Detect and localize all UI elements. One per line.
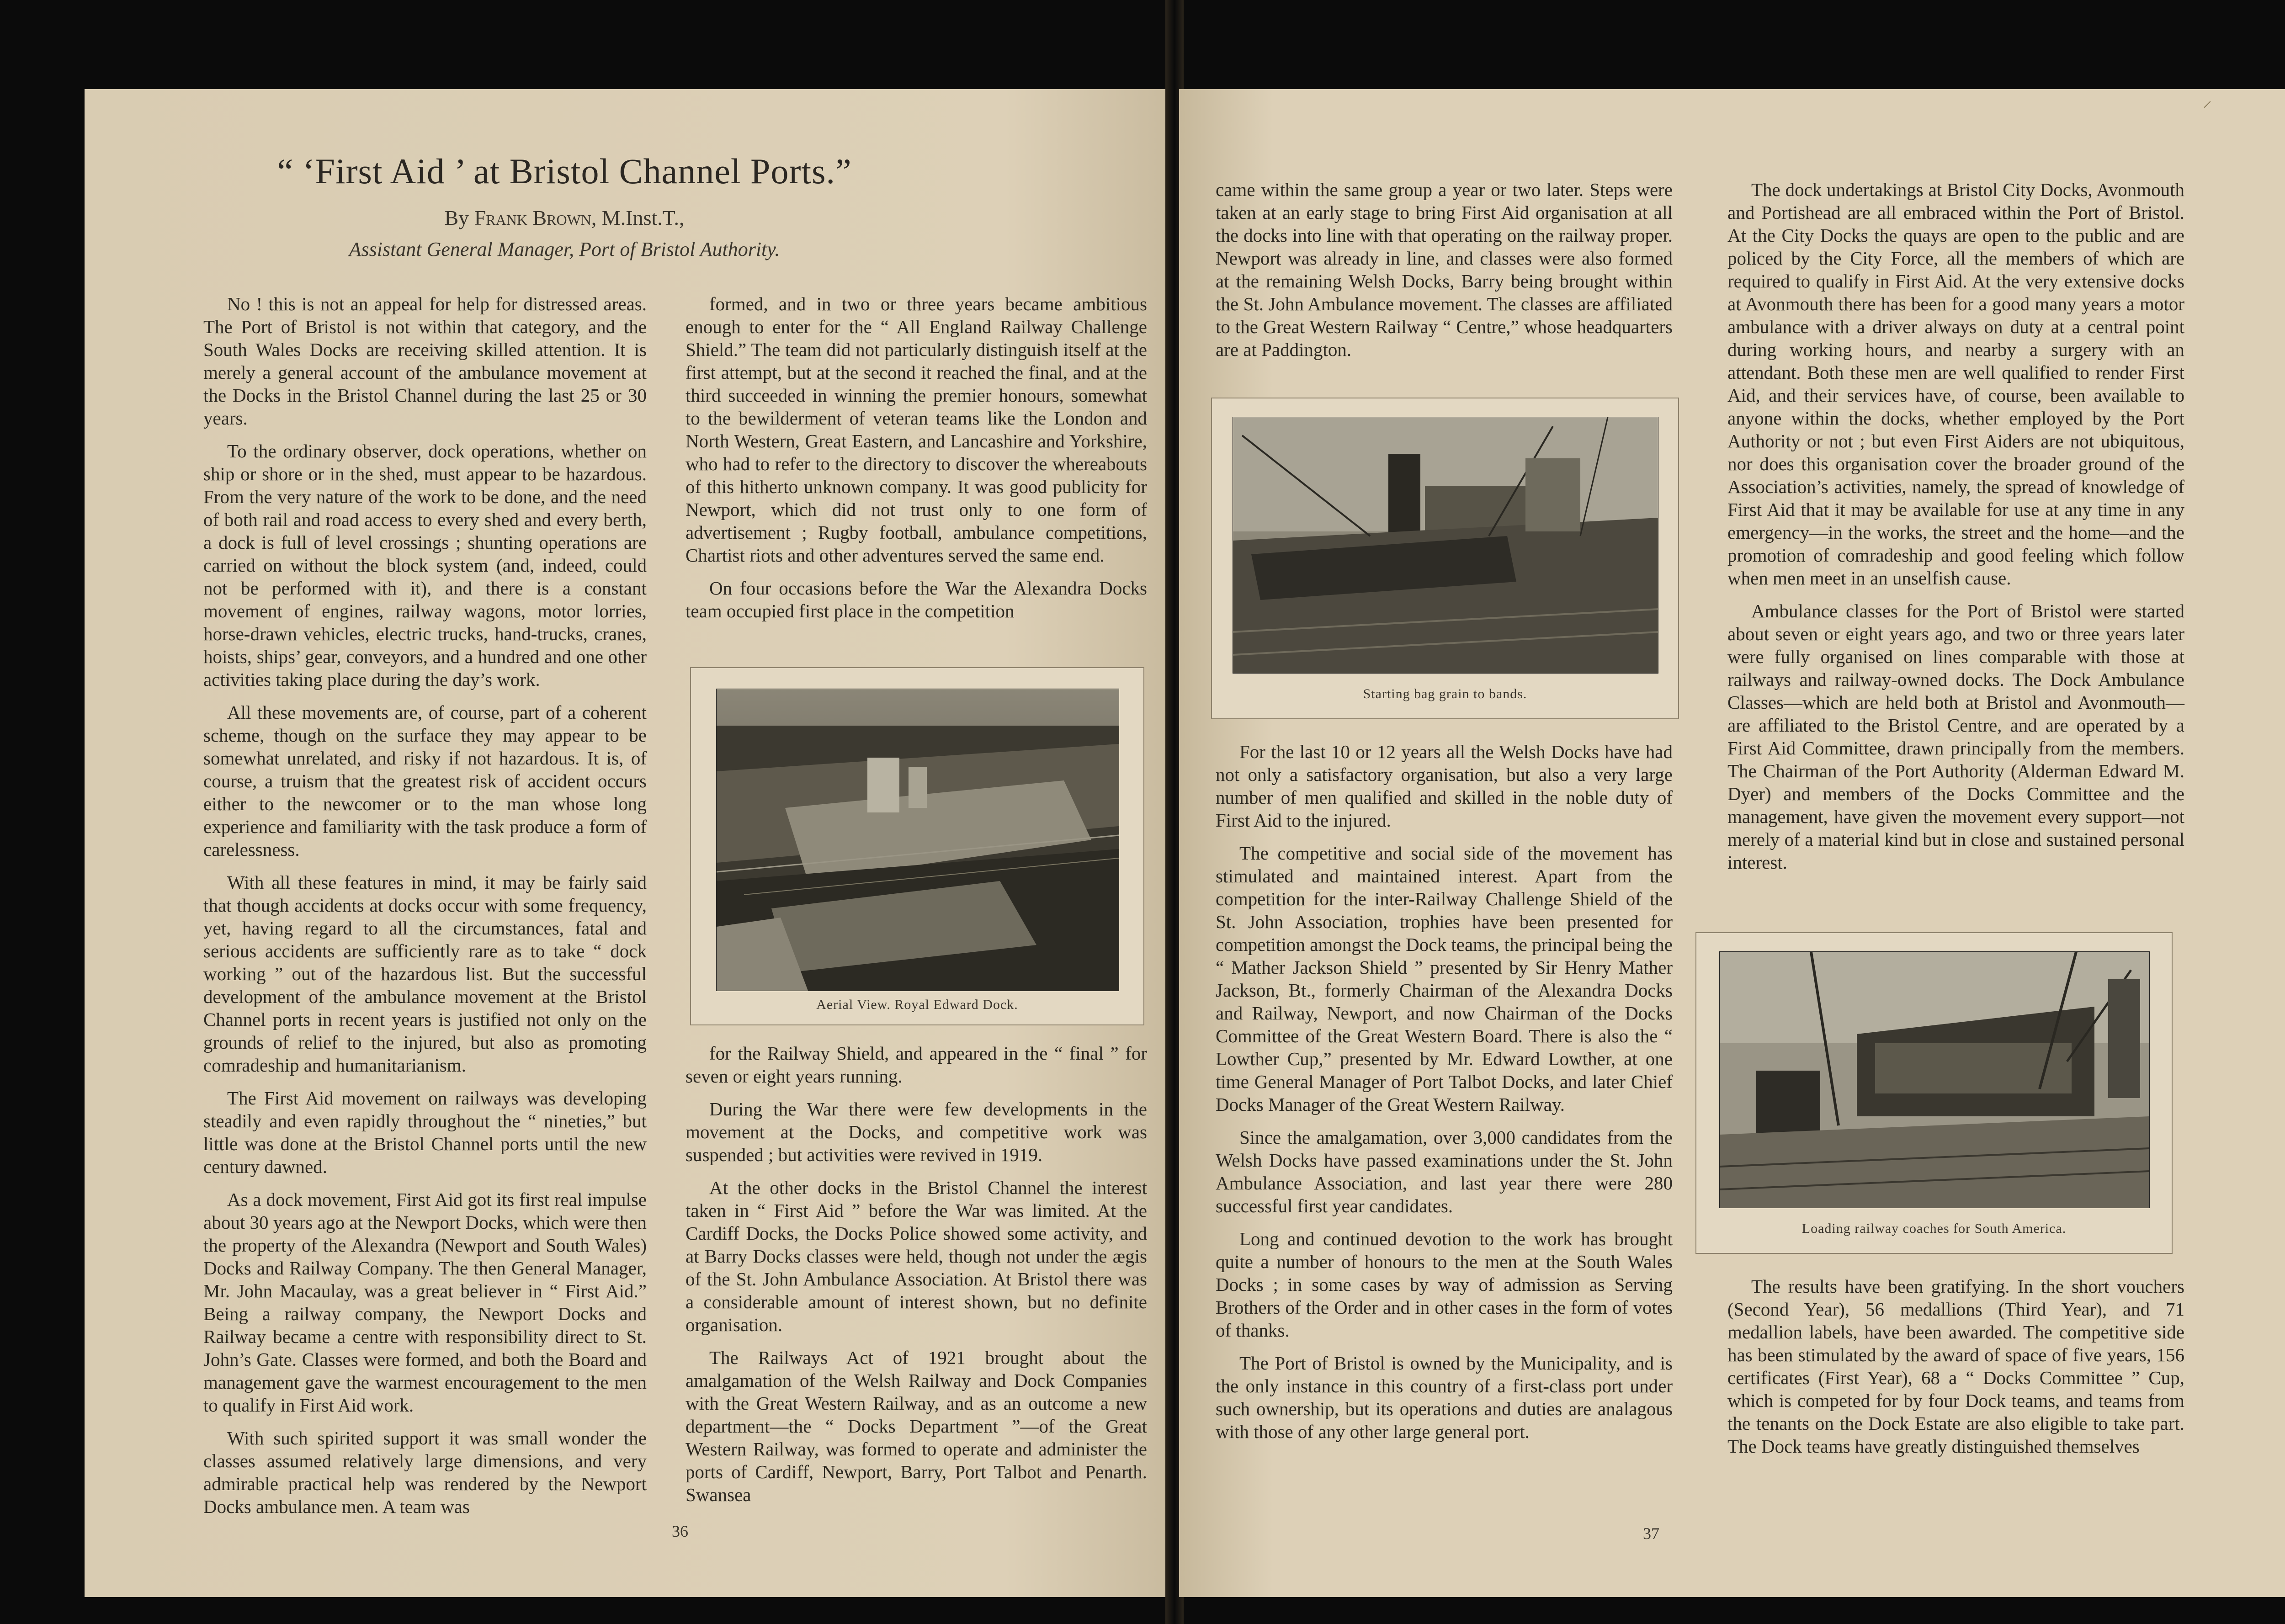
grain-photo	[1233, 417, 1658, 674]
paragraph: As a dock movement, First Aid got its first real impulse about 30 years ago at the Newport Docks, which were then the property of the Alexandra (Newport and South Wales) Docks and Railway Company. The then General Manager, Mr. John Macaulay, was a great believer in “ First Aid.” Being a railway company, the Newport Docks and Railway became a centre with responsibility direct to St. John’s Gate. Classes were formed, and both the Board and management gave the warmest encouragement to the men to qualify in First Aid work.	[203, 1189, 647, 1416]
aerial-dock-image	[717, 689, 1119, 991]
paragraph: The Port of Bristol is owned by the Municipality, and is the only instance in this country of a first-class port under such ownership, but its operations and duties are analagous with those of any other large general port.	[1216, 1353, 1673, 1442]
loading-coaches-image	[1720, 952, 2149, 1208]
author-role: Assistant General Manager, Port of Bristol Authority.	[349, 238, 780, 260]
paragraph: Long and continued devotion to the work has brought quite a number of honours to the men at the South Wales Docks ; in some cases by way of admission as Serving Brothers of the Order and in other cases in the form of votes of thanks.	[1216, 1228, 1673, 1341]
paragraph: With all these features in mind, it may be fairly said that though accidents at docks occur with some frequency, yet, having regard to all the circumstances, fatal and serious accidents are sufficiently rare as to take “ dock working ” out of the hazardous list. But the successful development of the ambulance movement at the Bristol Channel ports in recent years is justified not only on the grounds of relief to the injured, but also as promoting comradeship and humanitarianism.	[203, 872, 647, 1076]
left-column-2-bottom	[686, 1042, 1147, 1516]
article-byline	[119, 206, 1010, 230]
quayside-ship-image	[1233, 417, 1658, 673]
paragraph: The First Aid movement on railways was developing steadily and even rapidly throughout the “ nineties,” but little was done at the Bristol Channel ports until the new century dawned.	[203, 1088, 647, 1177]
right-column-2-bottom	[1727, 1275, 2184, 1468]
paragraph: formed, and in two or three years became ambitious enough to enter for the “ All England Railway Challenge Shield.” The team did not particularly distinguish itself at the first attempt, but at the second it reached the final, and at the third succeeded in winning the premier honours, somewhat to the bewilderment of veteran teams like the London and North Western, Great Eastern, and Lancashire and Yorkshire, who had to refer to the directory to discover the whereabouts of this hitherto unknown company. It was good publicity for Newport, which did not trust only to one form of advertisement ; Rugby football, ambulance competitions, Chartist riots and other adventures served the same end.	[686, 293, 1147, 566]
page-number-left: 36	[672, 1522, 688, 1540]
paragraph: Since the amalgamation, over 3,000 candidates from the Welsh Docks have passed examinations under the St. John Ambulance Association, and last year there were 280 successful first year candidates.	[1216, 1127, 1673, 1216]
left-column-2-top	[686, 292, 1147, 632]
corner-mark: ⸝	[2203, 90, 2212, 111]
byline-prefix: By	[444, 206, 469, 229]
paragraph: For the last 10 or 12 years all the Welsh Docks have had not only a satisfactory organisation, but also a very large number of men qualified and skilled in the noble duty of First Aid to the injured.	[1216, 741, 1673, 831]
paragraph: During the War there were few developments in the movement at the Docks, and competitive work was suspended ; but activities were revived in 1919.	[686, 1099, 1147, 1165]
paragraph: Ambulance classes for the Port of Bristol were started about seven or eight years ago, and two or three years later were fully organised on lines comparable with those at railways and railway-owned docks. The Dock Ambulance Classes—which are held both at Bristol and Avonmouth—are affiliated to the Bristol Centre, and are operated by a First Aid Committee, drawn principally from the members. The Chairman of the Port Authority (Alderman Edward M. Dyer) and members of the Docks Committee and the management, have given the movement every support—not merely of a material kind but in close and sustained personal interest.	[1727, 600, 2184, 873]
railway-coaches-caption: Loading railway coaches for South America.	[1801, 1221, 2067, 1236]
article-title: “ ‘First Aid ’ at Bristol Channel Ports.”	[277, 151, 852, 191]
paragraph: To the ordinary observer, dock operations, whether on ship or shore or in the shed, must appear to be hazardous. From the very nature of the work to be done, and the need of both rail and road access to every shed and every berth, a dock is full of level crossings ; shunting operations are carried on without the block system (and, indeed, could not be performed with it), and there is a constant movement of engines, railway wagons, motor lorries, horse-drawn vehicles, electric trucks, hand-trucks, cranes, hoists, ships’ gear, conveyors, and a hundred and one other activities taking place during the day’s work.	[203, 440, 647, 690]
aerial-view-photo	[716, 689, 1119, 991]
paragraph: At the other docks in the Bristol Channel the interest taken in “ First Aid ” before the War was limited. At the Cardiff Docks, the Docks Police showed some activity, and at Barry Docks classes were held, though not under the ægis of the St. John Ambulance Association. At Bristol there was a considerable amount of interest shown, but no definite organisation.	[686, 1177, 1147, 1335]
page-number-right: 37	[1643, 1524, 1659, 1543]
grain-figure	[1211, 398, 1679, 719]
paragraph: All these movements are, of course, part of a coherent scheme, though on the surface they may appear to be somewhat unrelated, and risky if not hazardous. It is, of course, a truism that the greatest risk of accident occurs either to the newcomer or to the man whose long experience and familiarity with the task produce a form of carelessness.	[203, 702, 647, 860]
paragraph: The dock undertakings at Bristol City Docks, Avonmouth and Portishead are all embraced within the Port of Bristol. At the City Docks the quays are open to the public and are policed by the City Force, all the members of which are required to qualify in First Aid. At the very extensive docks at Avonmouth there has been for a good many years a motor ambulance with a driver always on duty at a central point during working hours, and nearby a surgery with an attendant. Both these men are well qualified to render First Aid, and their services have, of course, been available to anyone within the docks, whether employed by the Port Authority or not ; but even First Aiders are not ubiquitous, nor does this organisation cover the broader ground of the Association’s activities, namely, the spread of knowledge of First Aid that it may be available for use at any time in any emergency—in the works, the street and the home—and the promotion of comradeship and good feeling which follow when men meet in an unselfish cause.	[1727, 179, 2184, 589]
right-column-1-bottom	[1216, 740, 1673, 1453]
right-column-1-top	[1216, 178, 1673, 371]
author-suffix: , M.Inst.T.,	[591, 206, 685, 229]
author-name: Frank Brown	[474, 206, 591, 229]
aerial-view-figure	[690, 667, 1144, 1025]
railway-coaches-figure	[1695, 932, 2173, 1254]
paragraph: The competitive and social side of the movement has stimulated and maintained interest. Apart from the competition for the inter-Railway Challenge Shield of the St. John Association, trophies have been presented for competition amongst the Dock teams, the principal being the “ Mather Jackson Shield ” presented by Sir Henry Mather Jackson, Bt., formerly Chairman of the Alexandra Docks and Railway, Newport, and now Chairman of the Docks Committee of the Great Western Board. There is also the “ Lowther Cup,” presented by Mr. Edward Lowther, at one time General Manager of Port Talbot Docks, and later Chief Docks Manager of the Great Western Railway.	[1216, 843, 1673, 1115]
paragraph: No ! this is not an appeal for help for distressed areas. The Port of Bristol is not within that category, and the South Wales Docks are receiving skilled attention. It is merely a general account of the ambulance movement at the Docks in the Bristol Channel during the last 25 or 30 years.	[203, 293, 647, 429]
paragraph: The results have been gratifying. In the short vouchers (Second Year), 56 medallions (Third Year), and 71 medallion labels, have been awarded. The competitive side has been stimulated by the award of space of five years, 156 certificates (First Year), 68 a “ Docks Committee ” Cup, which is competed for by four Dock teams, and teams from the tenants on the Dock Estate are also eligible to take part. The Dock teams have greatly distinguished themselves	[1727, 1276, 2184, 1457]
left-column-1	[203, 292, 647, 1528]
paragraph: On four occasions before the War the Alexandra Docks team occupied first place in the competition	[686, 578, 1147, 621]
paragraph: The Railways Act of 1921 brought about the amalgamation of the Welsh Railway and Dock Companies with the Great Western Railway, and as an outcome a new department—the “ Docks Department ”—of the Great Western Railway, was formed to operate and administer the ports of Cardiff, Newport, Barry, Port Talbot and Penarth. Swansea	[686, 1347, 1147, 1505]
grain-caption: Starting bag grain to bands.	[1363, 686, 1527, 701]
paragraph: came within the same group a year or two later. Steps were taken at an early stage to bring First Aid organisation at all the docks into line with that operating on the railway proper. Newport was already in line, and classes were also formed at the remaining Welsh Docks, Barry being brought within the St. John Ambulance movement. The classes are affiliated to the Great Western Railway “ Centre,” whose headquarters are at Paddington.	[1216, 179, 1673, 360]
paragraph: With such spirited support it was small wonder the classes assumed relatively large dimensions, and very admirable practical help was rendered by the Newport Docks ambulance men. A team was	[203, 1428, 647, 1517]
right-column-2-top	[1727, 178, 2184, 884]
aerial-view-caption: Aerial View. Royal Edward Dock.	[816, 997, 1018, 1012]
paragraph: for the Railway Shield, and appeared in the “ final ” for seven or eight years running.	[686, 1043, 1147, 1087]
railway-coaches-photo	[1719, 951, 2150, 1208]
